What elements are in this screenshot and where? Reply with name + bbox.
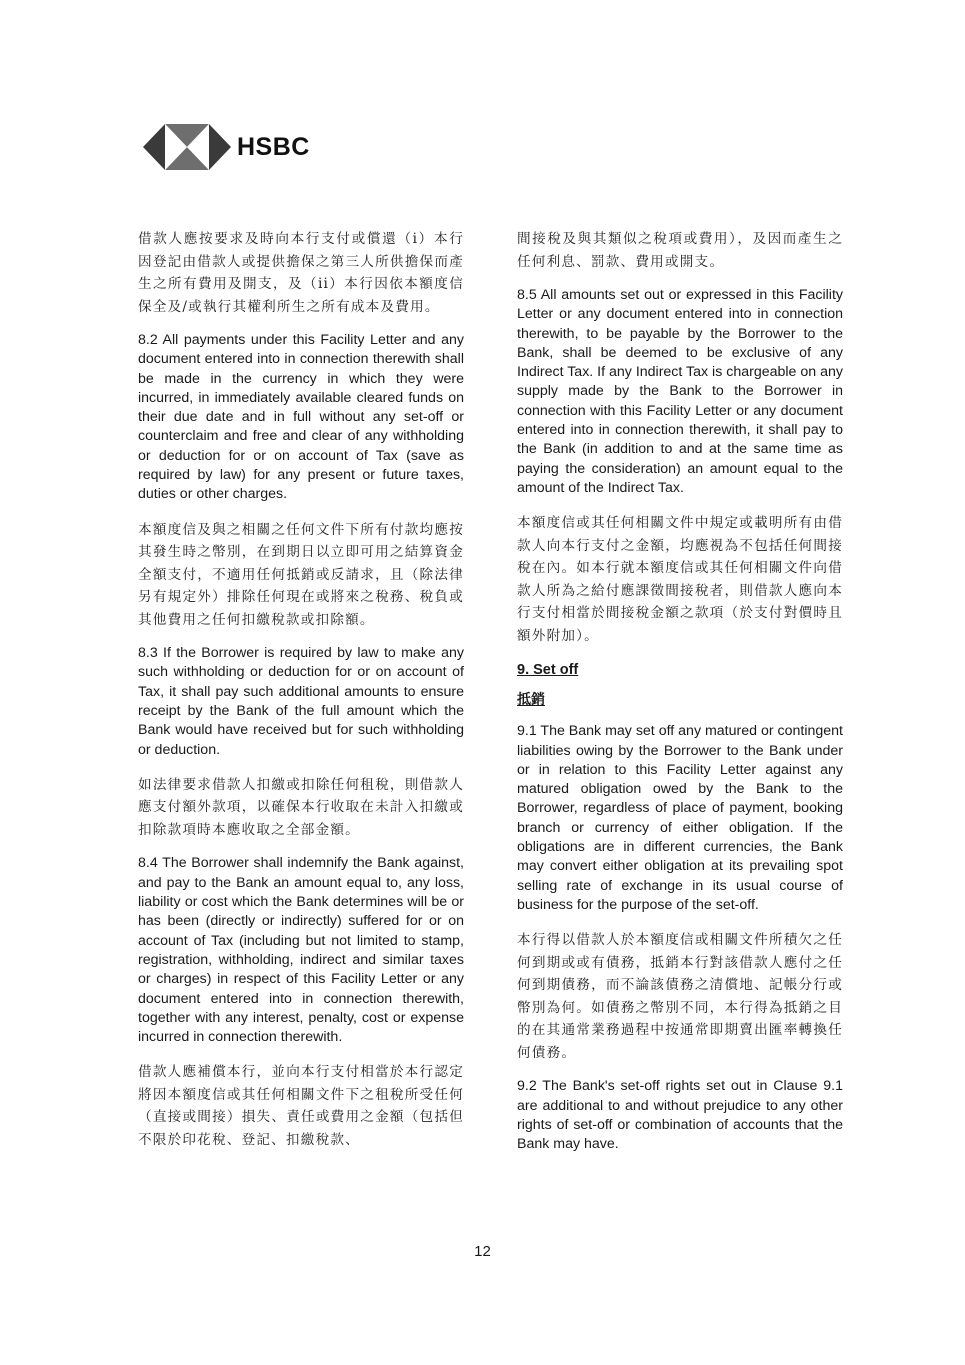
paragraph-8-1-chinese-continued: 借款人應按要求及時向本行支付或償還（i）本行因登記由借款人或提供擔保之第三人所供擔保而產生之所有費用及開支，及（ii）本行因依本額度信保全及/或執行其權利所生之所有成本及費用。 (138, 231, 464, 315)
clause-8-3-chinese: 如法律要求借款人扣繳或扣除任何租稅，則借款人應支付額外款項，以確保本行收取在未計入扣繳或扣除款項時本應收取之全部金額。 (138, 776, 464, 838)
clause-8-2-chinese: 本額度信及與之相關之任何文件下所有付款均應按其發生時之幣別，在到期日以立即可用之結算資金全額支付，不適用任何抵銷或反請求，且（除法律另有規定外）排除任何現在或將來之稅務、稅負或其他費用之任何扣繳稅款或扣除額。 (138, 521, 464, 628)
clause-8-3: 8.3 If the Borrower is required by law to make any such withholding or deduction for or on account of Tax, it shall pay such additional amounts to ensure receipt by the Bank of the full amount which the Bank would have received but for such withholding or deduction. (138, 645, 464, 758)
clause-8-2: 8.2 All payments under this Facility Letter and any document entered into in connection therewith shall be made in the currency in which they were incurred, in immediately available cleared funds on their due date and in full without any set-off or counterclaim and free and clear of any withholding or deduction for or on account of Tax (save as required by law) for any present or future taxes, duties or other charges. (138, 332, 464, 503)
clause-9-2: 9.2 The Bank's set-off rights set out in Clause 9.1 are additional to and without prejudice to any other rights of set-off or combination of accounts that the Bank may have. (517, 1078, 843, 1153)
hsbc-hexagon-icon (143, 124, 231, 170)
hsbc-logo-text: HSBC (237, 132, 310, 161)
clause-8-5: 8.5 All amounts set out or expressed in this Facility Letter or any document entered into in connection therewith, to be payable by the Borrower to the Bank, shall be deemed to be exclusive of any Indirect Tax. If any Indirect Tax is chargeable on any supply made by the Bank to the Borrower in connection with this Facility Letter or any document entered into in connection therewith, it shall pay to the Bank (in addition to and at the same time as paying the consideration) an amount equal to the amount of the Indirect Tax. (517, 287, 843, 496)
right-column (517, 228, 843, 1168)
clause-8-5-chinese: 本額度信或其任何相關文件中規定或載明所有由借款人向本行支付之金額，均應視為不包括任何間接稅在內。如本行就本額度信或其任何相關文件向借款人所為之給付應課徵間接稅者，則借款人應向本行支付相當於間接稅金額之款項（於支付對價時且額外附加）。 (517, 515, 843, 644)
clause-8-4-chinese-continued: 間接稅及與其類似之稅項或費用），及因而產生之任何利息、罰款、費用或開支。 (517, 231, 843, 270)
clause-8-4: 8.4 The Borrower shall indemnify the Bank against, and pay to the Bank an amount equal to, any loss, liability or cost which the Bank determines will be or has been (directly or indirectly) suffered for or on account of Tax (including but not limited to stamp, registration, withholding, indirect and similar taxes or charges) in respect of this Facility Letter or any document entered into in connection therewith, together with any interest, penalty, cost or expense incurred in connection therewith. (138, 855, 464, 1046)
hsbc-logo (143, 124, 310, 170)
section-heading-set-off: 9. Set off (517, 662, 579, 679)
clause-9-1: 9.1 The Bank may set off any matured or contingent liabilities owing by the Borrower to the Bank under or in relation to this Facility Letter against any matured obligation owed by the Bank to the Borrower, regardless of place of payment, booking branch or currency of either obligation. If the obligations are in different currencies, the Bank may convert either obligation at its prevailing spot selling rate of exchange in its usual course of business for the purpose of the set-off. (517, 723, 843, 913)
clause-9-1-chinese: 本行得以借款人於本額度信或相關文件所積欠之任何到期或或有債務，抵銷本行對該借款人應付之任何到期債務，而不論該債務之清償地、記帳分行或幣別為何。如債務之幣別不同，本行得為抵銷之目的在其通常業務過程中按通常即期賣出匯率轉換任何債務。 (517, 932, 843, 1061)
page-number: 12 (474, 1243, 491, 1260)
clause-8-4-chinese: 借款人應補償本行，並向本行支付相當於本行認定將因本額度信或其任何相關文件下之租稅所受任何（直接或間接）損失、責任或費用之金額（包括但不限於印花稅、登記、扣繳稅款、 (138, 1064, 464, 1148)
left-column (138, 228, 464, 1164)
section-heading-set-off-chinese: 抵銷 (517, 692, 545, 709)
